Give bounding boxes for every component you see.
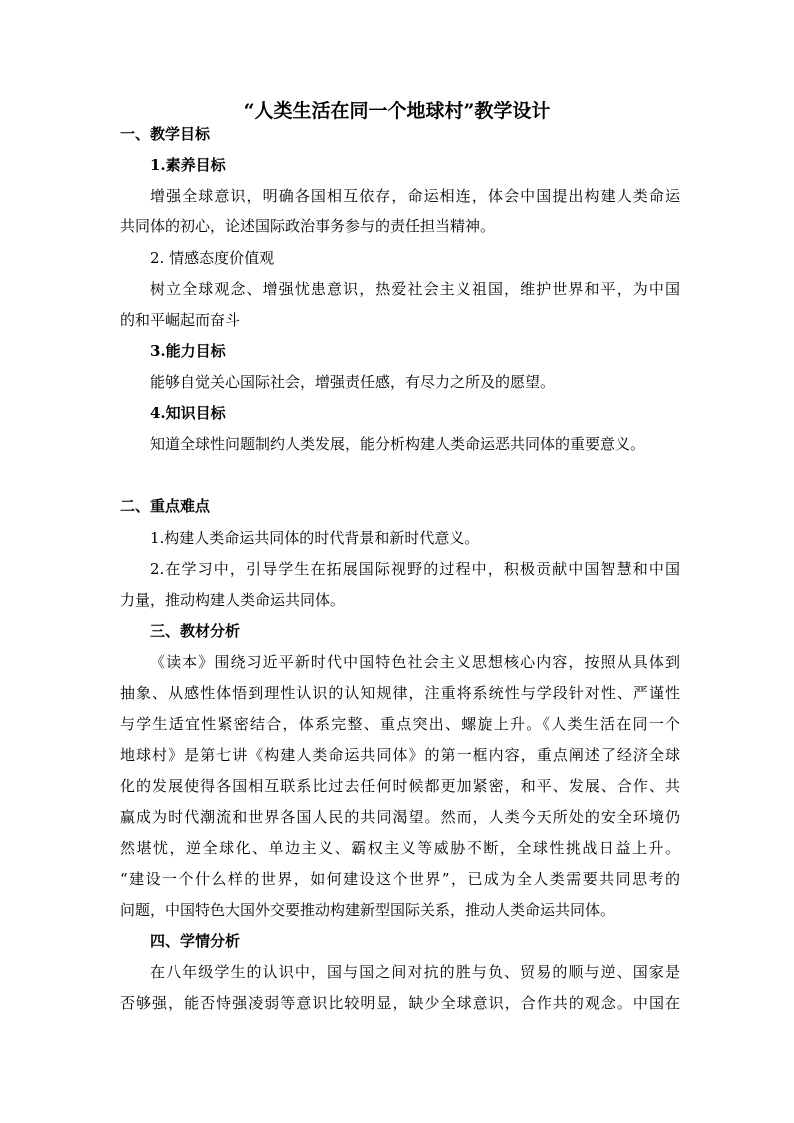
paragraph-line: 知道全球性问题制约人类发展，能分析构建人类命运恶共同体的重要意义。 bbox=[150, 435, 646, 453]
paragraph-line: 否够强，能否恃强凌弱等意识比较明显，缺少全球意识，合作共的观念。中国在 bbox=[120, 994, 680, 1012]
subheading-knowledge-goals: 4.知识目标 bbox=[150, 404, 226, 422]
section-heading-teaching-goals: 一、教学目标 bbox=[120, 125, 211, 143]
paragraph-line: 能够自觉关心国际社会，增强责任感，有尽力之所及的愿望。 bbox=[150, 373, 556, 391]
paragraph-line: 力量，推动构建人类命运共同体。 bbox=[120, 591, 346, 609]
paragraph-line: 2.在学习中，引导学生在拓展国际视野的过程中，积极贡献中国智慧和中国 bbox=[150, 560, 680, 578]
paragraph-line: 树立全球观念、增强忧患意识，热爱社会主义祖国，维护世界和平，为中国 bbox=[150, 280, 680, 298]
paragraph-line: 增强全球意识，明确各国相互依存，命运相连，体会中国提出构建人类命运 bbox=[150, 187, 680, 205]
paragraph-line: 问题，中国特色大国外交要推动构建新型国际关系，推动人类命运共同体。 bbox=[120, 901, 616, 919]
paragraph-line: 地球村》是第七讲《构建人类命运共同体》的第一框内容，重点阐述了经济全球 bbox=[120, 746, 680, 764]
paragraph-line: 抽象、从感性体悟到理性认识的认知规律，注重将系统性与学段针对性、严谨性 bbox=[120, 684, 680, 702]
section-heading-key-difficulties: 二、重点难点 bbox=[120, 497, 211, 515]
paragraph-line: 的和平崛起而奋斗 bbox=[120, 311, 241, 329]
paragraph-line: 与学生适宜性紧密结合，体系完整、重点突出、螺旋上升。《人类生活在同一个 bbox=[120, 715, 680, 733]
section-heading-student-analysis: 四、学情分析 bbox=[150, 932, 241, 950]
subheading-emotion-values: 2. 情感态度价值观 bbox=[150, 249, 275, 267]
section-heading-textbook-analysis: 三、教材分析 bbox=[150, 622, 241, 640]
paragraph-line: 赢成为时代潮流和世界各国人民的共同渴望。然而，人类今天所处的安全环境仍 bbox=[120, 808, 680, 826]
subheading-ability-goals: 3.能力目标 bbox=[150, 342, 226, 360]
document-title: “人类生活在同一个地球村”教学设计 bbox=[243, 100, 551, 122]
subheading-literacy-goals: 1.素养目标 bbox=[150, 156, 226, 174]
paragraph-line: 然堪忧，逆全球化、单边主义、霸权主义等威胁不断，全球性挑战日益上升。 bbox=[120, 839, 680, 857]
paragraph-line: 1.构建人类命运共同体的时代背景和新时代意义。 bbox=[150, 529, 480, 547]
paragraph-line: 《读本》围绕习近平新时代中国特色社会主义思想核心内容，按照从具体到 bbox=[150, 653, 680, 671]
paragraph-line: 在八年级学生的认识中，国与国之间对抗的胜与负、贸易的顺与逆、国家是 bbox=[150, 963, 680, 981]
paragraph-line: 化的发展使得各国相互联系比过去任何时候都更加紧密，和平、发展、合作、共 bbox=[120, 777, 680, 795]
paragraph-line: “建设一个什么样的世界，如何建设这个世界”，已成为全人类需要共同思考的 bbox=[120, 870, 680, 888]
paragraph-line: 共同体的初心，论述国际政治事务参与的责任担当精神。 bbox=[120, 217, 496, 235]
